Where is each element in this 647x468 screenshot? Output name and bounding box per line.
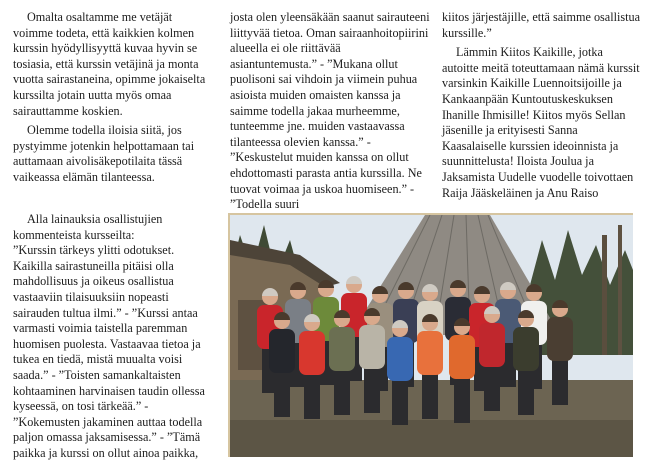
column-1-top (13, 10, 212, 186)
quotes-paragraph: ”Kurssin tärkeys ylitti odotukset. Kaikilla sairastuneilla pitäisi olla mahdollisuus ja oikeus osallistua vastaaviin tilaisuuksiin nopeasti sairauden tultua ilmi.” - ”Kurssi antaa varmasti voimia taistella paremman huomisen puolesta. Vastaavaa tietoa ja tukea en tiedä, mistä muualta voisi saada.” - ”Toisten samankaltaisten kohtaaminen harvinaisen taudin ollessa kyseessä, on tosi tärkeää.” - ”Kokemusten jakaminen auttaa todella paljon omassa jaksamisessa.” - ”Tämä paikka ja kurssi on ollut ainoa paikka, (13, 243, 205, 460)
paragraph: josta olen yleensäkään saanut sairauteeni liittyvää tietoa. Oman sairaanhoitopiirini alueella ei ole riittävää asiantuntemusta.” - ”Mukana ollut puolisoni sai vihdoin ja viimein puhua asioista muiden omaisten kanssa ja saimme todella jakaa murheemme, tunteemme jne. muiden vastaavassa tilanteessa olevien kanssa.” - ”Keskustelut muiden kanssa on ollut ehdottomasti parasta antia kurssilla. Ne tuovat voimaa ja uskoa huomiseen.” - ”Todella suuri (230, 10, 430, 212)
group-photo (228, 213, 633, 457)
paragraph: Lämmin Kiitos Kaikille, jotka autoitte meitä toteuttamaan nämä kurssit varsinkin Kaikille Luennoitsijoille ja Kankaanpään Kuntoutuskeskuksen Ihanille Ihmisille! Kiitos myös Sellan jäsenille ja erityisesti Sanna Kaasalaiselle kurssien ideoinnista ja suunnittelusta! Iloista Joulua ja Jaksamista Uudelle vuodelle toivottaen Raija Jääskeläinen ja Anu Raiso (442, 45, 640, 200)
column-2 (230, 10, 430, 213)
column-1-bottom (13, 212, 212, 462)
column-3 (442, 10, 642, 201)
paragraph: Omalta osaltamme me vetäjät voimme todeta, että kaikkien kolmen kurssin hyödyllisyyttä kuvaa hyvin se tosiasia, että kurssin vetäjinä ja monta vuotta sairastaneina, opimme jokaiselta kurssilta jotain uutta myös omaa sairauttamme koskien. (13, 10, 206, 118)
paragraph: kiitos järjestäjille, että saimme osallistua kurssille.” (442, 10, 640, 40)
paragraph: Alla lainauksia osallistujien kommenteista kursseilta: (13, 212, 163, 242)
group-photo-illustration (230, 215, 633, 457)
paragraph: Olemme todella iloisia siitä, jos pystyimme jotenkin helpottamaan tai auttamaan aivolisäkepotilaita tässä vaikeassa elämän tilanteessa. (13, 123, 195, 184)
